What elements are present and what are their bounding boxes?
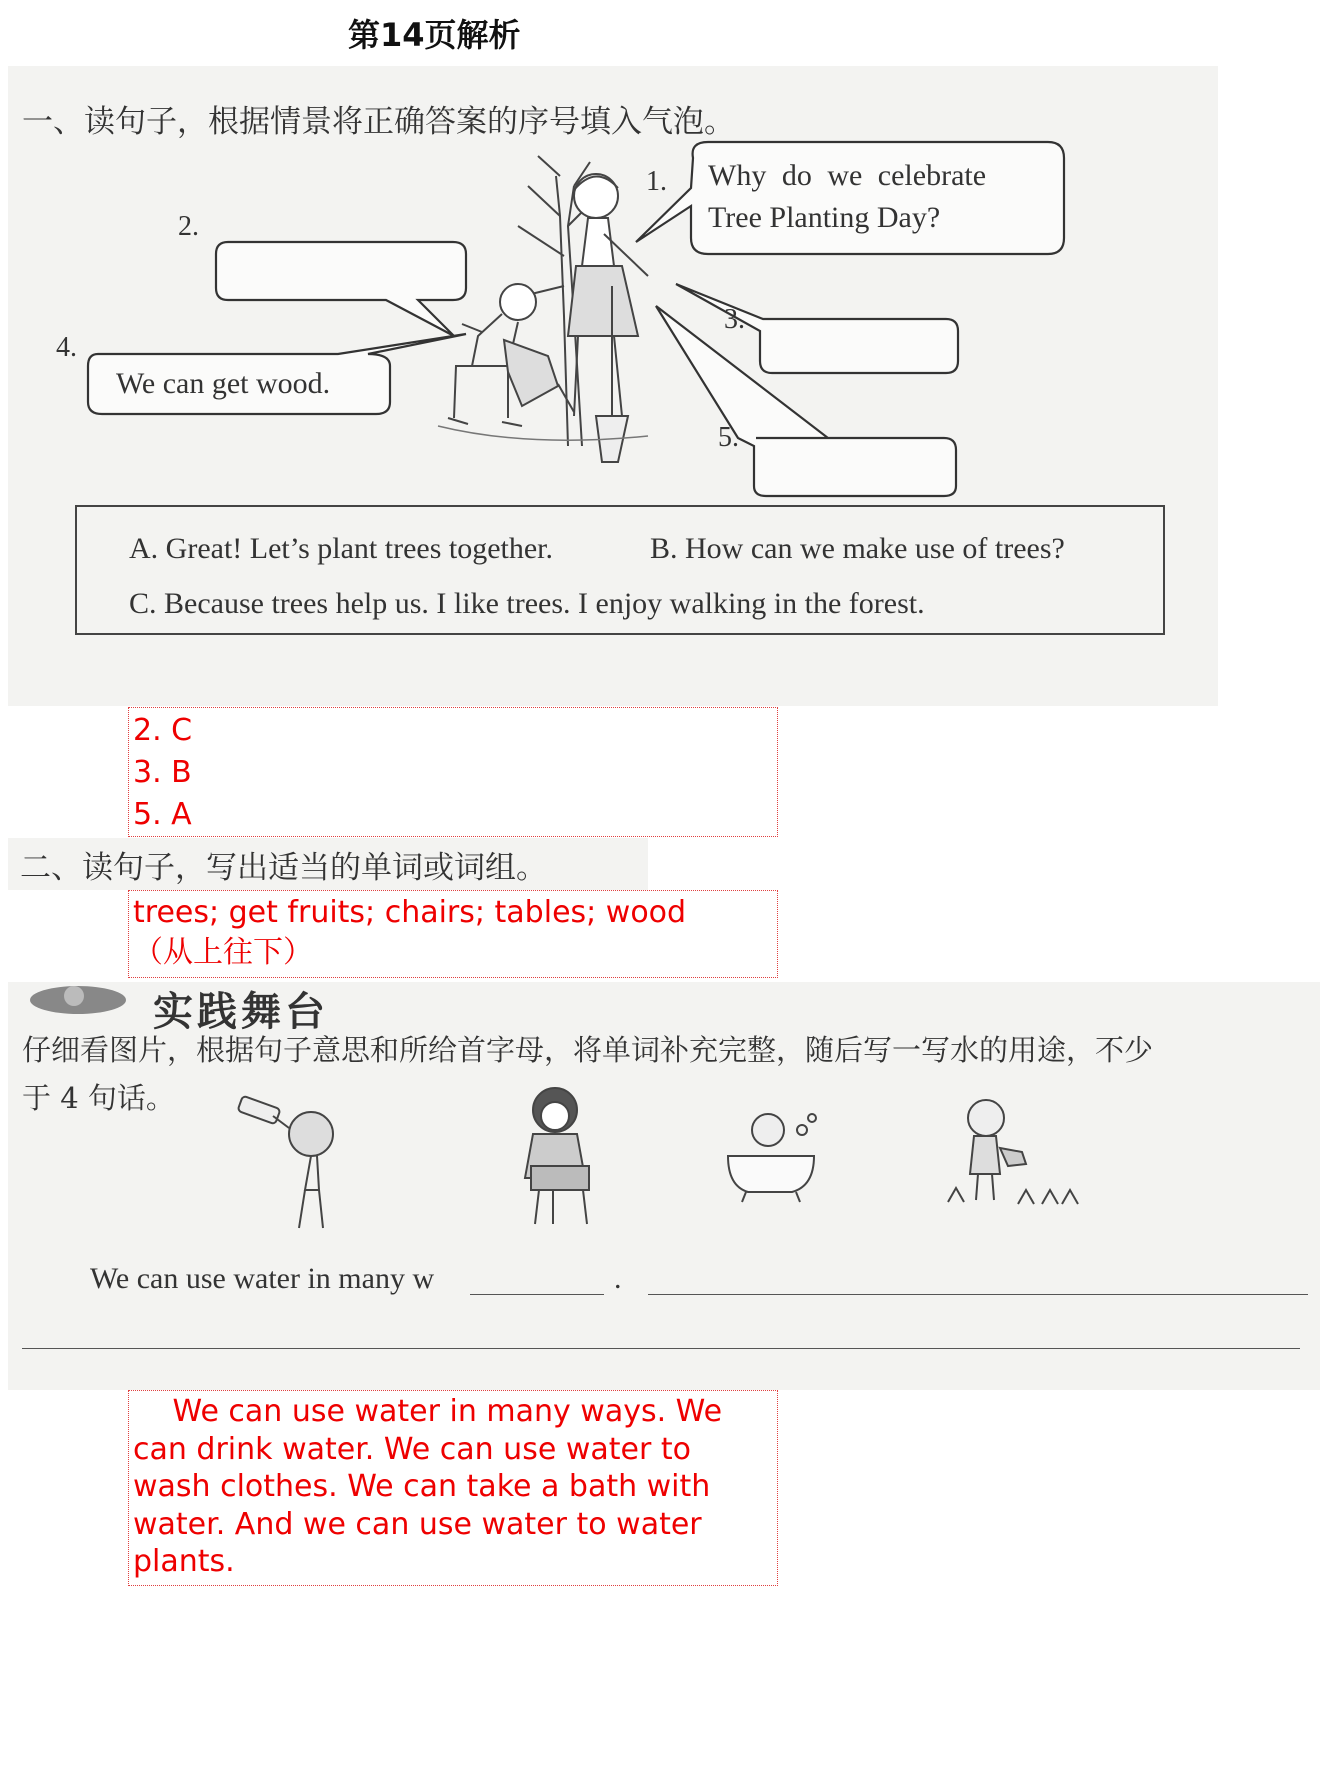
bubble-2-number: 2. <box>178 211 199 242</box>
exercise-1-heading: 一、读句子，根据情景将正确答案的序号填入气泡。 <box>22 104 735 140</box>
bubble-1-number: 1. <box>646 166 667 197</box>
page-title: 第14页解析 <box>348 16 521 54</box>
boy-drawing <box>448 284 574 426</box>
bubble-2-shape <box>216 242 466 336</box>
blank-w-word <box>470 1294 604 1295</box>
girl-watering-plants-picture <box>938 1092 1088 1222</box>
answer-1-line: 5. A <box>133 797 192 832</box>
answer-box-2 <box>128 890 778 978</box>
practice-stage-title: 实践舞台 <box>153 989 329 1035</box>
section-decoration-icon <box>18 982 168 1032</box>
bubble-3-number: 3. <box>724 304 745 335</box>
writing-line-2 <box>22 1348 1300 1349</box>
options-box <box>75 505 1165 635</box>
option-a: A. Great! Let’s plant trees together. <box>129 532 554 565</box>
answer-1-line: 3. B <box>133 755 192 790</box>
practice-instruction-line-2: 于 4 句话。 <box>22 1081 175 1115</box>
writing-line-1 <box>648 1294 1308 1295</box>
girl-washing-clothes-picture <box>503 1082 613 1232</box>
bubble-1-line-2: Tree Planting Day? <box>708 201 941 234</box>
answer-2-line: （从上往下） <box>133 935 313 970</box>
answer-3-line: wash clothes. We can take a bath with <box>133 1469 711 1504</box>
practice-stage-scan <box>8 982 1320 1390</box>
answer-box-3 <box>128 1390 778 1586</box>
practice-instruction-line-1: 仔细看图片，根据句子意思和所给首字母，将单词补充完整，随后写一写水的用途，不少 <box>22 1033 1154 1067</box>
answer-3-line: can drink water. We can use water to <box>133 1431 691 1467</box>
bubble-4-number: 4. <box>56 332 77 363</box>
answer-3-line: water. And we can use water to water <box>133 1506 702 1542</box>
answer-1-line: 2. C <box>133 713 193 748</box>
answer-3-line: We can use water in many ways. We <box>133 1394 723 1429</box>
option-b: B. How can we make use of trees? <box>650 532 1065 565</box>
bubble-1-line-1: Why do we celebrate <box>708 159 987 192</box>
exercise-2-heading: 二、读句子，写出适当的单词或词组。 <box>20 850 547 886</box>
baby-bath-picture <box>718 1102 828 1212</box>
option-c: C. Because trees help us. I like trees. I enjoy walking in the forest. <box>129 587 925 620</box>
answer-2-line: trees; get fruits; chairs; tables; wood <box>133 895 687 930</box>
water-sentence: We can use water in many w <box>90 1262 435 1295</box>
exercise-2-scan <box>8 838 648 890</box>
sentence-period: . <box>614 1262 622 1295</box>
bubble-5-number: 5. <box>718 422 739 453</box>
bubble-4-text: We can get wood. <box>116 367 331 400</box>
girl-drinking-water-picture <box>233 1094 363 1234</box>
answer-3-line: plants. <box>133 1544 235 1579</box>
answer-box-1 <box>128 707 778 837</box>
